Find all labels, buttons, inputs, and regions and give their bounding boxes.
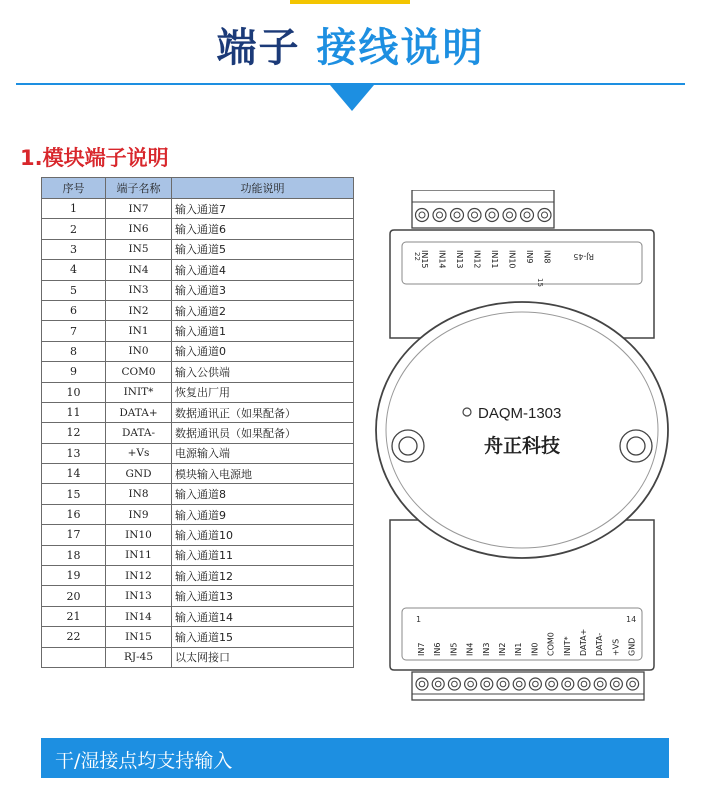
cell-no: 18 [42, 545, 106, 565]
bottom-connector [412, 672, 644, 700]
cell-name: RJ-45 [106, 647, 172, 667]
cell-name: IN10 [106, 525, 172, 545]
down-triangle-icon [330, 85, 374, 111]
cell-name: GND [106, 464, 172, 484]
cell-desc: 输入通道7 [172, 199, 354, 219]
table-row [42, 606, 354, 626]
cell-no: 4 [42, 260, 106, 280]
table-row [42, 199, 354, 219]
cell-no: 12 [42, 423, 106, 443]
cell-name: IN4 [106, 260, 172, 280]
bottom-terminal-label: IN0 [530, 642, 540, 656]
device-brand: 舟正科技 [484, 435, 561, 457]
cell-no: 22 [42, 627, 106, 647]
cell-name: IN15 [106, 627, 172, 647]
terminal-screw-icon [562, 678, 574, 690]
cell-desc: 输入通道8 [172, 484, 354, 504]
table-row [42, 300, 354, 320]
terminal-screw-icon [513, 678, 525, 690]
bottom-terminal-label: DATA+ [579, 628, 588, 656]
terminal-screw-icon [546, 678, 558, 690]
cell-desc: 恢复出厂用 [172, 382, 354, 402]
bottom-num-left: 1 [416, 615, 422, 624]
cell-desc: 以太网接口 [172, 647, 354, 667]
cell-desc: 输入通道12 [172, 566, 354, 586]
top-terminal-label: IN11 [490, 250, 499, 269]
table-row [42, 586, 354, 606]
cell-name: IN9 [106, 504, 172, 524]
cell-no: 3 [42, 239, 106, 259]
cell-desc: 数据通讯正（如果配备） [172, 402, 354, 422]
terminal-screw-icon [481, 678, 493, 690]
cell-no: 17 [42, 525, 106, 545]
top-terminal-label: IN8 [542, 250, 552, 264]
cell-name: COM0 [106, 362, 172, 382]
cell-no: 2 [42, 219, 106, 239]
cell-desc: 输入通道10 [172, 525, 354, 545]
cell-no: 5 [42, 280, 106, 300]
top-terminal-label: IN15 [420, 250, 429, 269]
cell-no: 13 [42, 443, 106, 463]
cell-no: 11 [42, 402, 106, 422]
cell-desc: 输入公供端 [172, 362, 354, 382]
bottom-terminal-label: IN3 [481, 642, 491, 656]
top-connector [412, 190, 554, 228]
device-center-ellipse [376, 302, 668, 558]
table-row [42, 545, 354, 565]
cell-name: IN8 [106, 484, 172, 504]
top-terminal-label: IN9 [525, 250, 534, 264]
cell-no: 6 [42, 300, 106, 320]
table-row [42, 627, 354, 647]
table-body [42, 199, 354, 668]
cell-desc: 输入通道6 [172, 219, 354, 239]
bottom-terminal-label: IN4 [465, 642, 475, 656]
cell-name: IN3 [106, 280, 172, 300]
cell-no: 1 [42, 199, 106, 219]
rj45-label: RJ-45 [573, 252, 594, 261]
cell-desc: 输入通道13 [172, 586, 354, 606]
table-row [42, 484, 354, 504]
bottom-terminal-label: IN7 [417, 642, 426, 656]
cell-no: 15 [42, 484, 106, 504]
cell-desc: 数据通讯员（如果配备） [172, 423, 354, 443]
bottom-terminal-label: IN5 [449, 642, 459, 656]
table-row [42, 260, 354, 280]
terminal-screw-icon [610, 678, 622, 690]
terminal-screw-icon [432, 678, 444, 690]
cell-desc: 输入通道2 [172, 300, 354, 320]
table-row [42, 219, 354, 239]
cell-no: 19 [42, 566, 106, 586]
cell-name: INIT* [106, 382, 172, 402]
bottom-terminal-label: +VS [611, 638, 621, 656]
top-terminal-label: IN12 [472, 250, 482, 269]
table-row [42, 402, 354, 422]
table-row [42, 525, 354, 545]
cell-no: 21 [42, 606, 106, 626]
cell-name: IN13 [106, 586, 172, 606]
device-model: DAQM-1303 [478, 405, 562, 422]
page-title-part2: 接线说明 [316, 25, 485, 71]
table-row [42, 382, 354, 402]
cell-name: IN0 [106, 341, 172, 361]
terminal-screw-icon [538, 209, 551, 222]
bottom-terminal-label: DATA- [595, 632, 605, 656]
footer-text: 干/湿接点均支持输入 [55, 750, 233, 772]
terminal-table [41, 177, 354, 668]
top-num-left: 22 [413, 252, 421, 261]
footer-banner [41, 738, 669, 778]
top-terminal-label: IN14 [437, 250, 447, 269]
cell-name: +Vs [106, 443, 172, 463]
terminal-screw-icon [529, 678, 541, 690]
terminal-screw-icon [594, 678, 606, 690]
top-num-right: 15 [536, 278, 544, 287]
table-row [42, 566, 354, 586]
table-header-row [42, 178, 354, 199]
top-terminal-label: IN10 [507, 250, 517, 269]
terminal-screw-icon [497, 678, 509, 690]
table-header-no: 序号 [42, 178, 106, 199]
device-diagram [372, 190, 672, 710]
table-row [42, 362, 354, 382]
table-row [42, 443, 354, 463]
bottom-terminal-label: IN1 [514, 642, 524, 656]
cell-no: 8 [42, 341, 106, 361]
cell-no: 14 [42, 464, 106, 484]
cell-name: IN6 [106, 219, 172, 239]
cell-no: 7 [42, 321, 106, 341]
cell-name: IN14 [106, 606, 172, 626]
table-row [42, 423, 354, 443]
bottom-terminal-label: IN2 [498, 642, 507, 656]
terminal-screw-icon [451, 209, 464, 222]
top-accent-bar [290, 0, 410, 4]
cell-no: 20 [42, 586, 106, 606]
terminal-screw-icon [465, 678, 477, 690]
table-row [42, 647, 354, 667]
cell-name: DATA+ [106, 402, 172, 422]
bottom-terminal-label: IN6 [433, 642, 443, 656]
cell-desc: 输入通道15 [172, 627, 354, 647]
table-row [42, 239, 354, 259]
table-row [42, 504, 354, 524]
cell-name: DATA- [106, 423, 172, 443]
table-row [42, 280, 354, 300]
cell-name: IN5 [106, 239, 172, 259]
cell-desc: 输入通道1 [172, 321, 354, 341]
bottom-terminal-label: INIT* [562, 636, 572, 656]
table-row [42, 341, 354, 361]
terminal-screw-icon [468, 209, 481, 222]
table-header-desc: 功能说明 [172, 178, 354, 199]
bottom-num-right: 14 [626, 615, 637, 624]
cell-name: IN12 [106, 566, 172, 586]
cell-no: 16 [42, 504, 106, 524]
cell-desc: 电源输入端 [172, 443, 354, 463]
section-title: 1.模块端子说明 [20, 146, 169, 170]
cell-desc: 输入通道9 [172, 504, 354, 524]
table-row [42, 464, 354, 484]
terminal-screw-icon [627, 678, 639, 690]
bottom-terminal-label: COM0 [546, 632, 556, 656]
bottom-terminal-label: GND [627, 637, 637, 656]
page-title-part1: 端子 [216, 25, 301, 71]
cell-no: 10 [42, 382, 106, 402]
cell-desc: 输入通道3 [172, 280, 354, 300]
terminal-screw-icon [578, 678, 590, 690]
cell-desc: 输入通道5 [172, 239, 354, 259]
cell-name: IN11 [106, 545, 172, 565]
terminal-screw-icon [416, 209, 429, 222]
table-row [42, 321, 354, 341]
page-title [0, 16, 701, 73]
cell-desc: 输入通道14 [172, 606, 354, 626]
terminal-screw-icon [503, 209, 516, 222]
terminal-screw-icon [521, 209, 534, 222]
terminal-screw-icon [448, 678, 460, 690]
cell-no: 9 [42, 362, 106, 382]
terminal-screw-icon [486, 209, 499, 222]
cell-desc: 模块输入电源地 [172, 464, 354, 484]
cell-desc: 输入通道0 [172, 341, 354, 361]
cell-name: IN7 [106, 199, 172, 219]
cell-name: IN1 [106, 321, 172, 341]
terminal-screw-icon [416, 678, 428, 690]
cell-desc: 输入通道4 [172, 260, 354, 280]
terminal-screw-icon [433, 209, 446, 222]
top-terminal-label: IN13 [455, 250, 464, 269]
cell-name: IN2 [106, 300, 172, 320]
cell-no [42, 647, 106, 667]
table-header-name: 端子名称 [106, 178, 172, 199]
status-led [463, 408, 471, 416]
cell-desc: 输入通道11 [172, 545, 354, 565]
